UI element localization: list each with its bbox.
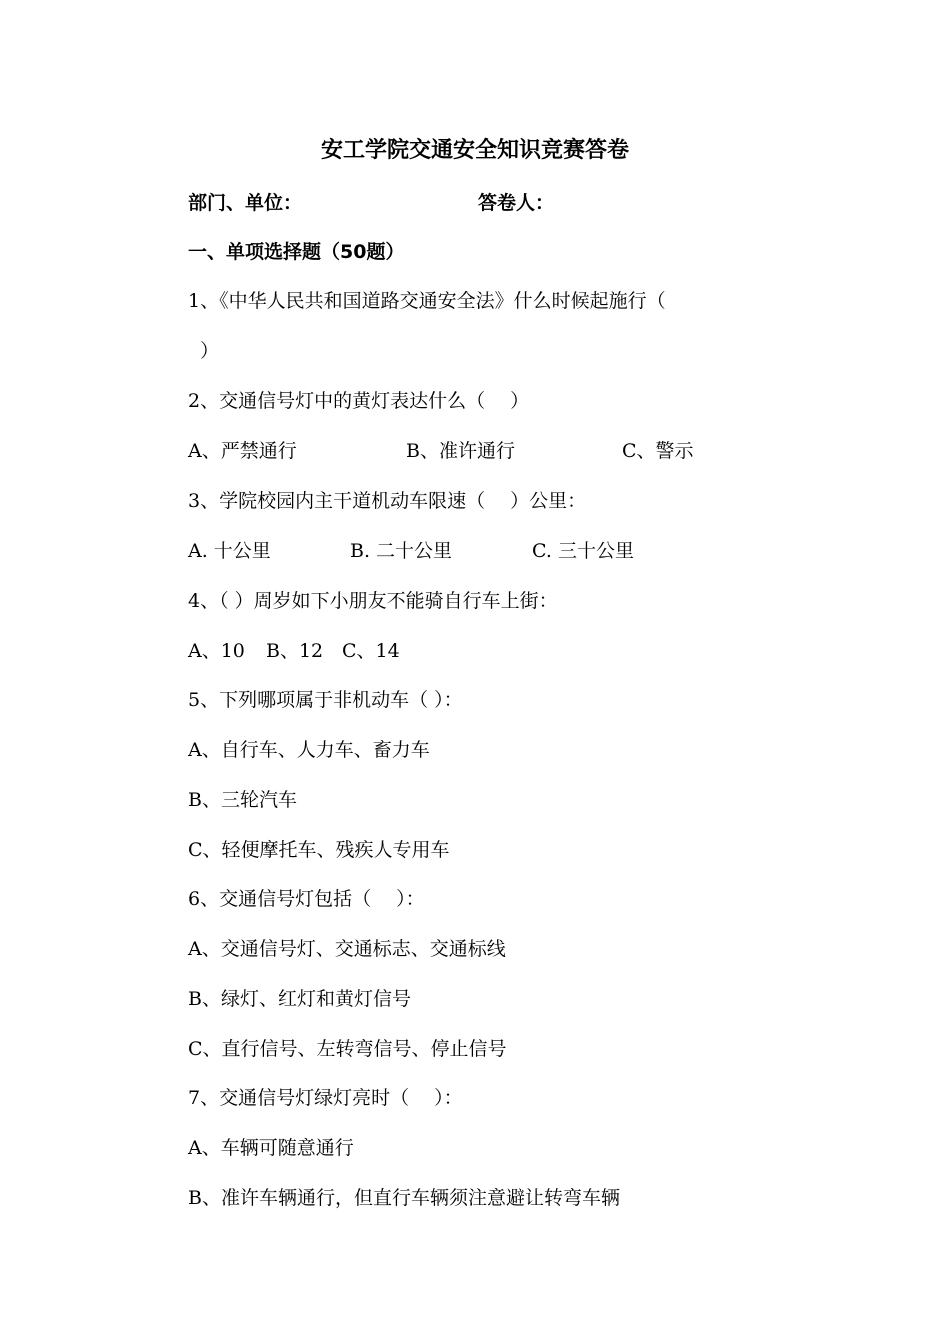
question-4: 4、（ ）周岁如下小朋友不能骑自行车上街： <box>188 590 558 612</box>
option-b: B、准许通行 <box>406 440 515 462</box>
answerer-label: 答卷人： <box>478 192 555 214</box>
question-5-option-b: B、三轮汽车 <box>188 789 297 811</box>
option-b: B、12 <box>266 640 324 662</box>
question-2-options <box>188 434 808 468</box>
option-c: C. 三十公里 <box>532 540 634 562</box>
option-c: C、警示 <box>622 440 694 462</box>
option-b: B. 二十公里 <box>350 540 453 562</box>
question-3: 3、学院校园内主干道机动车限速（ ）公里： <box>188 490 587 512</box>
section-heading: 一、单项选择题（50题） <box>188 241 405 263</box>
department-label: 部门、单位： <box>188 192 303 214</box>
question-1-continuation: ） <box>200 340 220 362</box>
question-6-option-a: A、交通信号灯、交通标志、交通标线 <box>188 938 506 960</box>
question-7: 7、交通信号灯绿灯亮时（ ）： <box>188 1087 463 1109</box>
question-5-option-c: C、轻便摩托车、残疾人专用车 <box>188 839 450 861</box>
option-a: A、严禁通行 <box>188 440 297 462</box>
question-3-options <box>188 534 808 568</box>
question-6: 6、交通信号灯包括（ ）： <box>188 888 425 910</box>
question-5-option-a: A、自行车、人力车、畜力车 <box>188 739 430 761</box>
question-7-option-a: A、车辆可随意通行 <box>188 1137 354 1159</box>
question-4-options <box>188 634 808 668</box>
question-1: 1、《中华人民共和国道路交通安全法》什么时候起施行（ <box>188 290 666 312</box>
question-2: 2、交通信号灯中的黄灯表达什么（ ） <box>188 390 530 412</box>
question-7-option-b: B、准许车辆通行，但直行车辆须注意避让转弯车辆 <box>188 1187 620 1209</box>
question-5: 5、下列哪项属于非机动车（ ）： <box>188 689 463 711</box>
respondent-info <box>188 186 808 220</box>
option-c: C、14 <box>342 640 400 662</box>
question-6-option-c: C、直行信号、左转弯信号、停止信号 <box>188 1038 507 1060</box>
document-title: 安工学院交通安全知识竞赛答卷 <box>320 138 629 163</box>
question-6-option-b: B、绿灯、红灯和黄灯信号 <box>188 988 411 1010</box>
option-a: A、10 <box>188 640 245 662</box>
option-a: A. 十公里 <box>188 540 271 562</box>
